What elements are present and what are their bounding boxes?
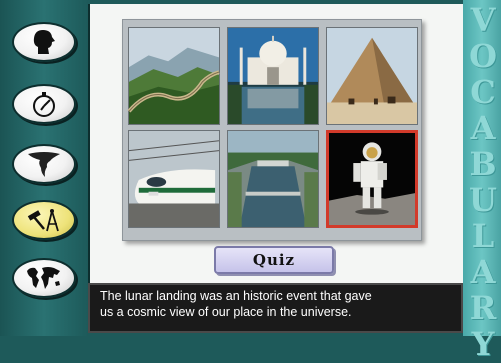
nav-button-geography[interactable] — [12, 258, 76, 298]
world-map-icon — [24, 263, 64, 293]
banner-letter: A — [470, 109, 496, 147]
caption-line-1: The lunar landing was an historic event that gave — [100, 289, 372, 303]
great-wall-image — [129, 28, 219, 124]
banner-letter: C — [470, 73, 496, 111]
stopwatch-icon — [24, 89, 64, 119]
bullet-train-image — [129, 131, 219, 227]
banner-letter: O — [469, 37, 497, 75]
astronaut-moon-image — [329, 133, 415, 225]
caption-line-2: us a cosmic view of our place in the universe. — [100, 305, 352, 319]
nav-button-weather[interactable] — [12, 144, 76, 184]
taj-mahal-image — [228, 28, 318, 124]
caption-box — [88, 283, 463, 333]
banner-letter: R — [469, 289, 497, 327]
silhouette-head-icon — [24, 27, 64, 57]
hammer-compass-icon — [24, 205, 64, 235]
banner-letter: U — [469, 181, 497, 219]
photo-grid — [122, 19, 422, 241]
banner-letters — [466, 2, 500, 362]
photo-tile-astronaut-moon[interactable] — [326, 130, 418, 228]
photo-tile-taj-mahal[interactable] — [227, 27, 319, 125]
banner-letter: V — [470, 1, 496, 39]
banner-letter: L — [471, 217, 495, 255]
banner-letter: B — [469, 145, 497, 183]
banner-letter: A — [470, 253, 496, 291]
nav-button-people[interactable] — [12, 22, 76, 62]
nav-button-technology[interactable] — [12, 200, 76, 240]
photo-tile-pyramid[interactable] — [326, 27, 418, 125]
quiz-button[interactable]: Quiz — [214, 246, 334, 274]
photo-tile-bullet-train[interactable] — [128, 130, 220, 228]
nav-button-time[interactable] — [12, 84, 76, 124]
vocabulary-banner — [463, 0, 501, 363]
banner-letter: Y — [471, 325, 495, 363]
photo-tile-canal-locks[interactable] — [227, 130, 319, 228]
tornado-icon — [24, 149, 64, 179]
caption-text — [100, 288, 451, 320]
pyramid-image — [327, 28, 417, 124]
canal-locks-image — [228, 131, 318, 227]
left-nav-rail — [0, 0, 88, 336]
photo-tile-great-wall[interactable] — [128, 27, 220, 125]
